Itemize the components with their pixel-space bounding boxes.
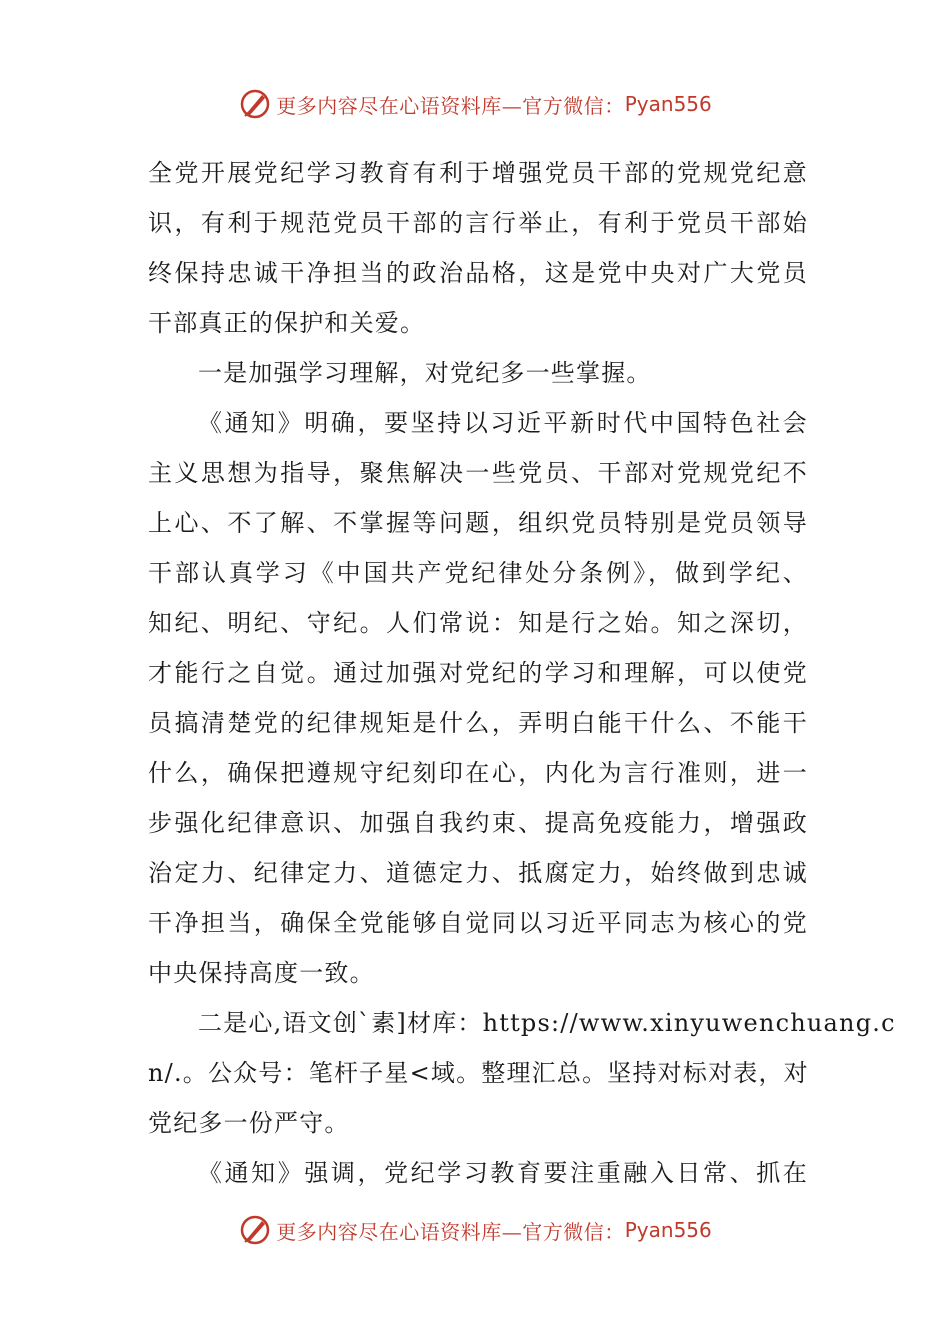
footer-banner [0, 1210, 950, 1250]
section-heading-1: 一是加强学习理解，对党纪多一些掌握。 [198, 359, 652, 387]
body-line: 知纪、明纪、守纪。人们常说：知是行之始。知之深切， [148, 609, 808, 637]
body-line: 上心、不了解、不掌握等问题，组织党员特别是党员领导 [148, 509, 808, 537]
banner-text: 更多内容尽在心语资料库—官方微信： [276, 93, 625, 118]
body-line: 干部真正的保护和关爱。 [148, 309, 426, 337]
body-line: 《通知》明确，要坚持以习近平新时代中国特色社会 [198, 409, 808, 437]
quill-logo-icon [238, 87, 272, 121]
body-line: 主义思想为指导，聚焦解决一些党员、干部对党规党纪不 [148, 459, 808, 487]
body-line: 才能行之自觉。通过加强对党纪的学习和理解，可以使党 [148, 659, 808, 687]
body-line: 党纪多一份严守。 [148, 1109, 350, 1137]
wechat-id: Pyan556 [624, 1218, 712, 1242]
body-line: 《通知》强调，党纪学习教育要注重融入日常、抓在 [198, 1159, 808, 1187]
body-line: 治定力、纪律定力、道德定力、抵腐定力，始终做到忠诚 [148, 859, 808, 887]
body-line: 全党开展党纪学习教育有利于增强党员干部的党规党纪意 [148, 159, 808, 187]
body-line: n/.。公众号：笔杆子星<域。整理汇总。坚持对标对表，对 [148, 1059, 809, 1087]
body-line: 识，有利于规范党员干部的言行举止，有利于党员干部始 [148, 209, 808, 237]
quill-logo-icon [238, 1213, 272, 1247]
header-banner [0, 84, 950, 124]
body-line: 中央保持高度一致。 [148, 959, 375, 987]
section-heading-2: 二是心,语文创`素]材库：https://www.xinyuwenchuang.c [198, 1009, 896, 1037]
body-line: 终保持忠诚干净担当的政治品格，这是党中央对广大党员 [148, 259, 808, 287]
banner-text: 更多内容尽在心语资料库—官方微信： [276, 1219, 625, 1244]
body-line: 什么，确保把遵规守纪刻印在心，内化为言行准则，进一 [148, 759, 808, 787]
document-body [148, 148, 896, 1198]
wechat-id: Pyan556 [624, 92, 712, 116]
body-line: 员搞清楚党的纪律规矩是什么，弄明白能干什么、不能干 [148, 709, 808, 737]
body-line: 步强化纪律意识、加强自我约束、提高免疫能力，增强政 [148, 809, 808, 837]
body-line: 干部认真学习《中国共产党纪律处分条例》，做到学纪、 [148, 559, 808, 587]
body-line: 干净担当，确保全党能够自觉同以习近平同志为核心的党 [148, 909, 808, 937]
